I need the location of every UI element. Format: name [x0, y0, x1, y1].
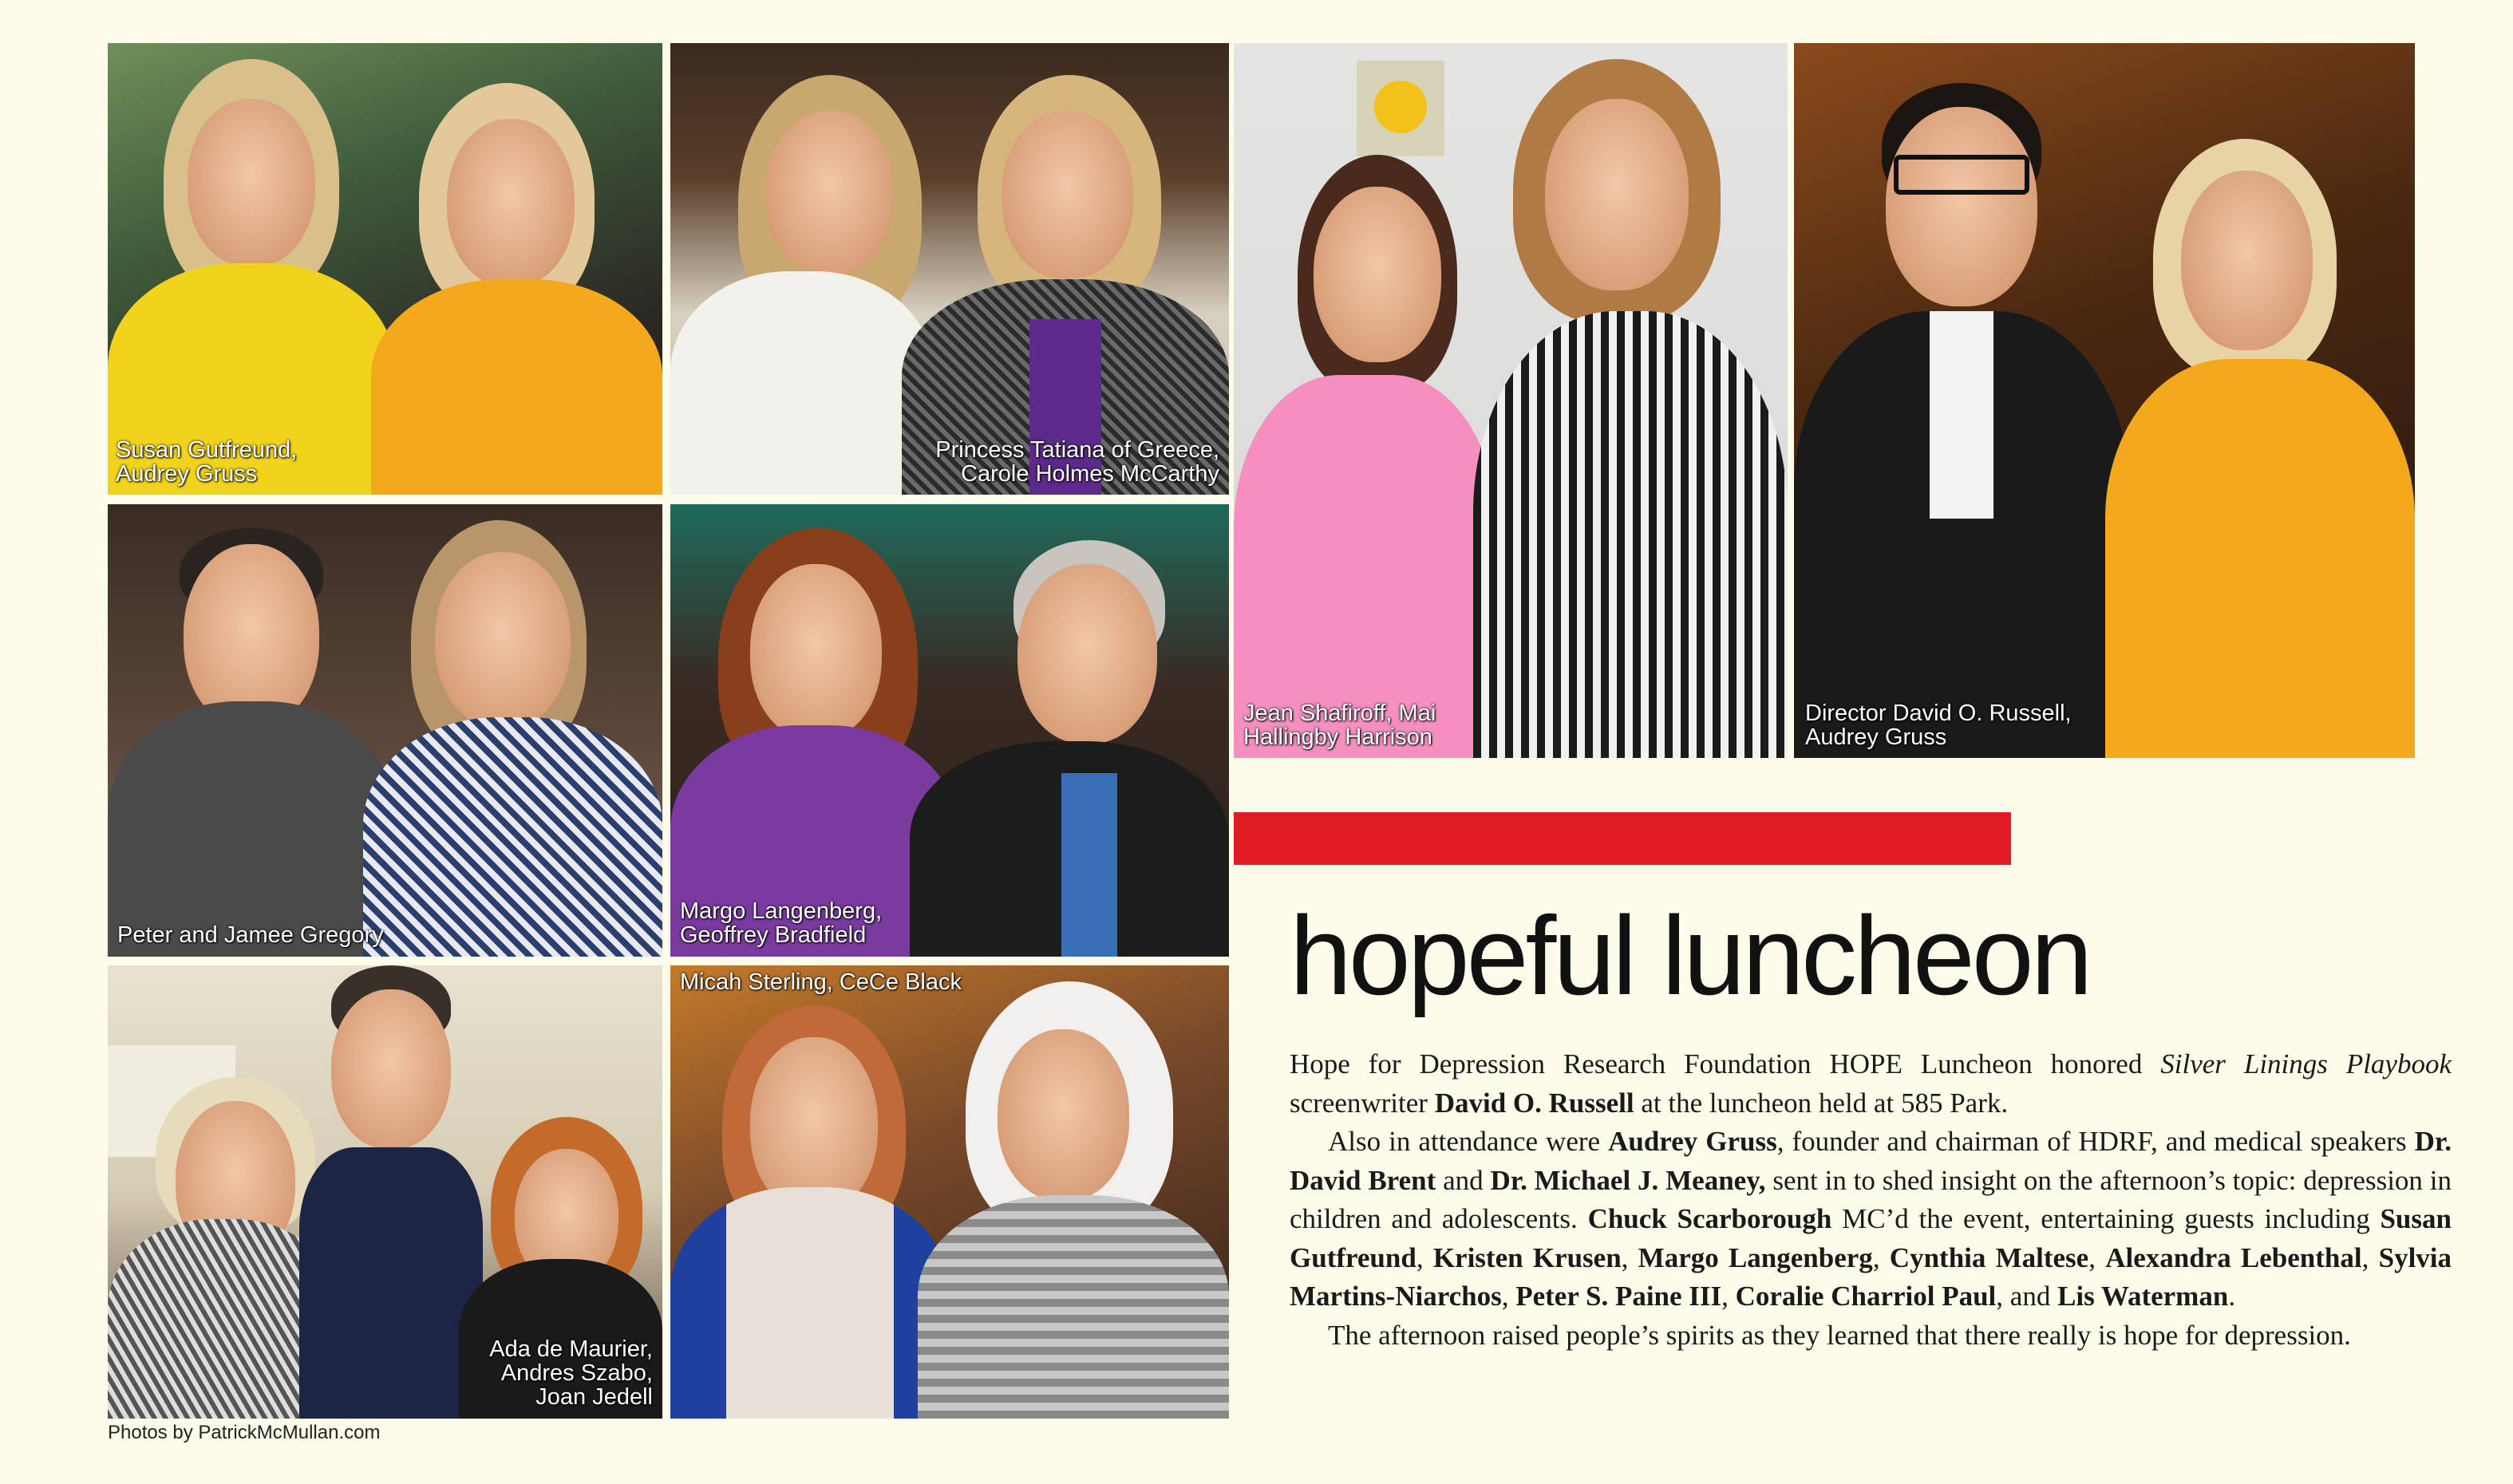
accent-bar [1234, 812, 2011, 865]
photo-caption: Ada de Maurier, Andres Szabo, Joan Jedell [489, 1336, 653, 1410]
article-headline: hopeful luncheon [1290, 893, 2090, 1018]
photo-caption: Jean Shafiroff, Mai Hallingby Harrison [1243, 701, 1436, 750]
photo-caption: Susan Gutfreund, Audrey Gruss [116, 437, 298, 487]
photo-ada-de-maurier-andres-szabo-joan-jedell [108, 965, 662, 1419]
photo-caption: Peter and Jamee Gregory [117, 922, 384, 948]
photo-peter-jamee-gregory [108, 504, 662, 957]
photo-credit: Photos by PatrickMcMullan.com [108, 1422, 381, 1443]
photo-caption: Director David O. Russell, Audrey Gruss [1805, 701, 2072, 750]
article-paragraph: Hope for Depression Research Foundation HOPE Luncheon honored Silver Linings Playbook screenwriter David O. Russell at the luncheon held at 585 Park. [1290, 1048, 2452, 1119]
photo-susan-gutfreund-audrey-gruss [108, 43, 662, 495]
article-paragraph: Also in attendance were Audrey Gruss, founder and chairman of HDRF, and medical speakers Dr. David Brent and Dr. Michael J. Meaney, sent in to shed insight on the afternoon’s topic: depression in children and adolescents. Chuck Scarborough MC’d the event, entertaining guests including Susan Gutfreund, Kristen Krusen, Margo Langenberg, Cynthia Maltese, Alexandra Lebenthal, Sylvia Martins-Niarchos, Peter S. Paine III, Coralie Charriol Paul, and Lis Waterman. [1290, 1126, 2452, 1312]
article-paragraph: The afternoon raised people’s spirits as they learned that there really is hope for depression. [1328, 1319, 2351, 1351]
photo-caption: Micah Sterling, CeCe Black [680, 969, 962, 995]
photo-margo-langenberg-geoffrey-bradfield [670, 504, 1229, 957]
photo-caption: Princess Tatiana of Greece, Carole Holmes McCarthy [935, 437, 1219, 487]
photo-david-o-russell-audrey-gruss [1794, 43, 2415, 758]
photo-caption: Margo Langenberg, Geoffrey Bradfield [680, 898, 883, 948]
photo-princess-tatiana-carole-mccarthy [670, 43, 1229, 495]
article-body [1290, 1045, 2452, 1355]
photo-jean-shafiroff-mai-harrison [1234, 43, 1788, 758]
photo-micah-sterling-cece-black [670, 965, 1229, 1419]
glasses-icon [1894, 155, 2029, 195]
